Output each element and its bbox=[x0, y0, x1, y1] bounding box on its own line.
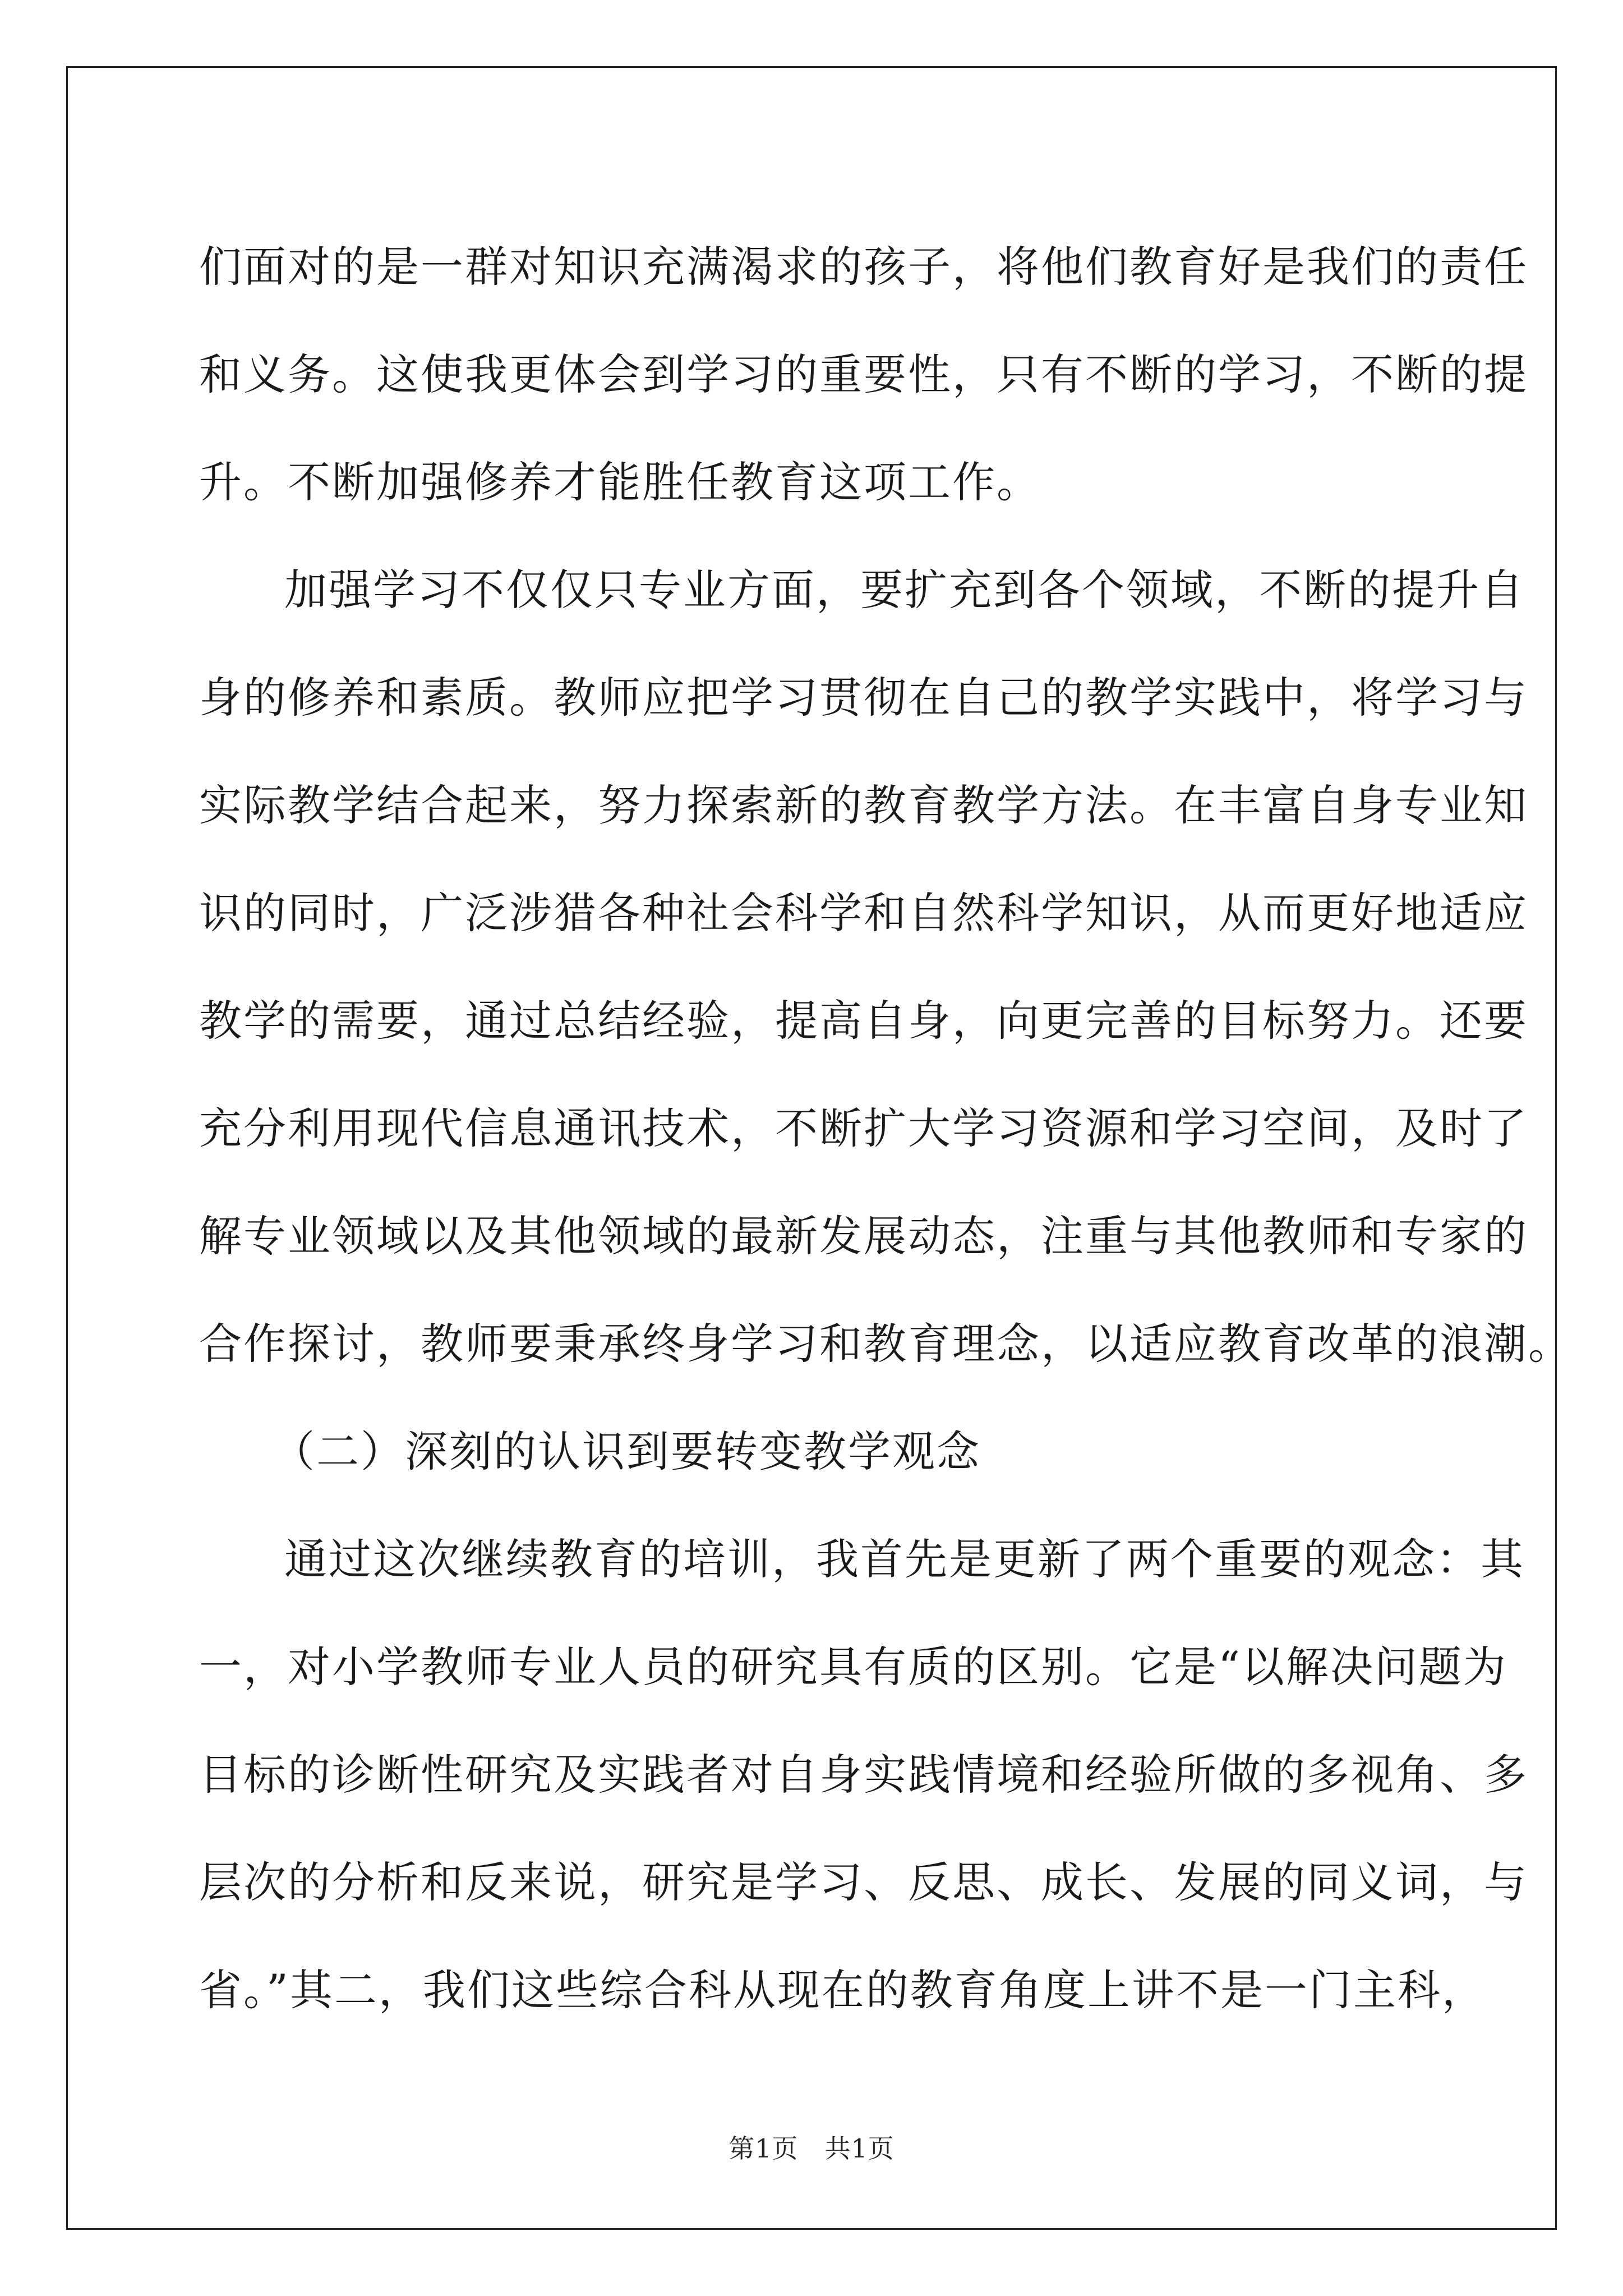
text-line: 实际教学结合起来，努力探索新的教育教学方法。在丰富自身专业知 bbox=[199, 780, 1528, 830]
text-line: 识的同时，广泛涉猎各种社会科学和自然科学知识，从而更好地适应 bbox=[199, 888, 1528, 938]
text-line: 层次的分析和反来说，研究是学习、反思、成长、发展的同义词，与 bbox=[199, 1857, 1528, 1907]
text-line: 身的修养和素质。教师应把学习贯彻在自己的教学实践中，将学习与 bbox=[199, 673, 1528, 723]
text-line: 合作探讨，教师要秉承终身学习和教育理念，以适应教育改革的浪潮。 bbox=[199, 1319, 1573, 1369]
document-body bbox=[199, 213, 1573, 2044]
text-line: 省。”其二，我们这些综合科从现在的教育角度上讲不是一门主科， bbox=[199, 1965, 1486, 2015]
paragraph-first-line: 通过这次继续教育的培训，我首先是更新了两个重要的观念：其 bbox=[284, 1534, 1525, 1584]
text-line: 目标的诊断性研究及实践者对自身实践情境和经验所做的多视角、多 bbox=[199, 1750, 1528, 1800]
text-line: 和义务。这使我更体会到学习的重要性，只有不断的学习，不断的提 bbox=[199, 349, 1528, 399]
text-line: 升。不断加强修养才能胜任教育这项工作。 bbox=[199, 457, 1041, 507]
text-line: 解专业领域以及其他领域的最新发展动态，注重与其他教师和专家的 bbox=[199, 1211, 1528, 1261]
page-footer: 第1页 共1页 bbox=[728, 2133, 895, 2164]
text-line: 一，对小学教师专业人员的研究具有质的区别。它是“以解决问题为 bbox=[199, 1642, 1507, 1692]
paragraph-first-line: 加强学习不仅仅只专业方面，要扩充到各个领域，不断的提升自 bbox=[284, 565, 1525, 615]
text-line: 们面对的是一群对知识充满渴求的孩子，将他们教育好是我们的责任 bbox=[199, 242, 1528, 292]
section-heading: （二）深刻的认识到要转变教学观念 bbox=[272, 1427, 981, 1476]
text-line: 教学的需要，通过总结经验，提高自身，向更完善的目标努力。还要 bbox=[199, 996, 1528, 1046]
text-line: 充分利用现代信息通讯技术，不断扩大学习资源和学习空间，及时了 bbox=[199, 1103, 1528, 1153]
